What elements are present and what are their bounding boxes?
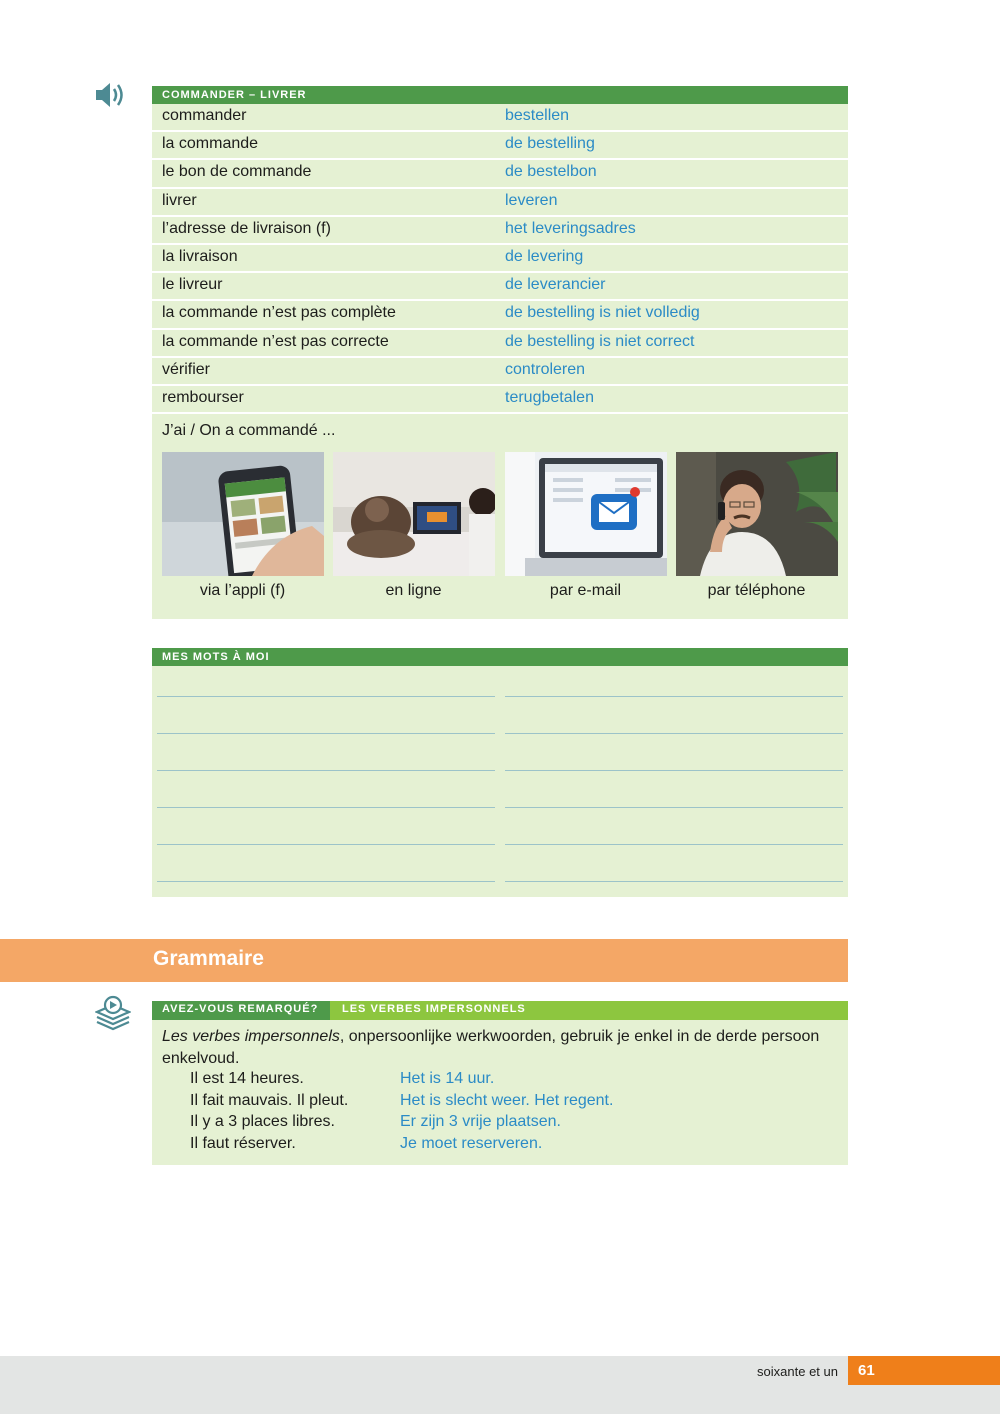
french-term: vérifier <box>162 360 211 378</box>
vocabulary-row <box>152 301 848 329</box>
example-dutch: Je moet reserveren. <box>400 1135 543 1152</box>
caption-email: par e-mail <box>549 582 622 599</box>
french-term: le livreur <box>162 276 223 294</box>
vocabulary-row <box>152 358 848 386</box>
writing-line[interactable] <box>505 881 843 882</box>
french-term: la commande <box>162 135 259 153</box>
writing-line[interactable] <box>157 844 495 845</box>
example-french: Il fait mauvais. Il pleut. <box>190 1092 349 1109</box>
page-number: 61 <box>848 1356 1000 1385</box>
grammar-tag-noticed: AVEZ-VOUS REMARQUÉ? <box>162 1003 319 1015</box>
grammar-section-title: Grammaire <box>153 947 264 970</box>
grammar-intro-text: , onpersoonlijke werkwoorden, gebruik je enkel in de derde persoon enkelvoud. <box>162 1028 820 1067</box>
french-term: commander <box>162 107 247 124</box>
french-term: la commande n’est pas complète <box>162 304 396 322</box>
vocabulary-row <box>152 386 848 414</box>
writing-line[interactable] <box>505 696 843 697</box>
grammar-tag-topic: LES VERBES IMPERSONNELS <box>342 1003 526 1015</box>
dutch-translation: terugbetalen <box>505 388 594 406</box>
vocabulary-row <box>152 160 848 188</box>
photo-strip <box>162 452 838 576</box>
vocabulary-heading: COMMANDER – LIVRER <box>152 86 848 104</box>
dutch-translation: bestellen <box>505 107 570 124</box>
dutch-translation: het leveringsadres <box>505 219 636 237</box>
example-dutch: Er zijn 3 vrije plaatsen. <box>400 1113 561 1130</box>
dutch-translation: de bestelling is niet correct <box>505 332 695 350</box>
vocabulary-row <box>152 132 848 160</box>
dutch-translation: de bestelbon <box>505 163 597 181</box>
french-term: l’adresse de livraison (f) <box>162 219 331 237</box>
caption-app: via l’appli (f) <box>199 582 286 599</box>
vocabulary-row <box>152 189 848 217</box>
french-term: rembourser <box>162 388 244 406</box>
writing-line[interactable] <box>157 733 495 734</box>
dutch-translation: leveren <box>505 191 558 209</box>
grammar-section-header <box>0 939 848 982</box>
example-french: Il est 14 heures. <box>190 1070 304 1087</box>
example-dutch: Het is slecht weer. Het regent. <box>400 1092 614 1109</box>
photo-online <box>333 452 495 576</box>
dutch-translation: de levering <box>505 247 584 265</box>
caption-telephone: par téléphone <box>707 582 806 599</box>
example-dutch: Het is 14 uur. <box>400 1070 495 1087</box>
writing-line[interactable] <box>157 881 495 882</box>
page-footer <box>0 1356 1000 1414</box>
grammar-intro <box>162 1026 842 1070</box>
video-stack-icon[interactable] <box>95 995 131 1033</box>
photo-email <box>505 452 667 576</box>
photo-app <box>162 452 324 576</box>
grammar-intro-term: Les verbes impersonnels <box>162 1028 340 1045</box>
french-term: la commande n’est pas correcte <box>162 332 389 350</box>
writing-line[interactable] <box>505 844 843 845</box>
ordered-label: J’ai / On a commandé ... <box>162 422 336 439</box>
speaker-icon[interactable] <box>94 80 126 110</box>
dutch-translation: de leverancier <box>505 276 606 294</box>
writing-lines[interactable] <box>152 666 848 897</box>
photo-telephone <box>676 452 838 576</box>
grammar-box <box>152 1001 848 1165</box>
writing-line[interactable] <box>157 696 495 697</box>
vocabulary-row <box>152 330 848 358</box>
example-french: Il y a 3 places libres. <box>190 1113 335 1130</box>
french-term: livrer <box>162 191 197 209</box>
writing-line[interactable] <box>505 733 843 734</box>
writing-line[interactable] <box>157 770 495 771</box>
writing-line[interactable] <box>505 807 843 808</box>
vocabulary-row <box>152 245 848 273</box>
caption-online: en ligne <box>385 582 442 599</box>
vocabulary-list <box>152 104 848 414</box>
example-french: Il faut réserver. <box>190 1135 296 1152</box>
vocabulary-row <box>152 104 848 132</box>
dutch-translation: controleren <box>505 360 586 378</box>
dutch-translation: de bestelling is niet volledig <box>505 304 700 322</box>
french-term: le bon de commande <box>162 163 312 181</box>
writing-line[interactable] <box>157 807 495 808</box>
french-term: la livraison <box>162 247 238 265</box>
my-words-heading: MES MOTS À MOI <box>152 648 848 666</box>
vocabulary-row <box>152 217 848 245</box>
page-number-words: soixante et un <box>757 1364 838 1379</box>
vocabulary-row <box>152 273 848 301</box>
my-words-box <box>152 648 848 897</box>
writing-line[interactable] <box>505 770 843 771</box>
dutch-translation: de bestelling <box>505 135 595 153</box>
vocabulary-box <box>152 86 848 619</box>
